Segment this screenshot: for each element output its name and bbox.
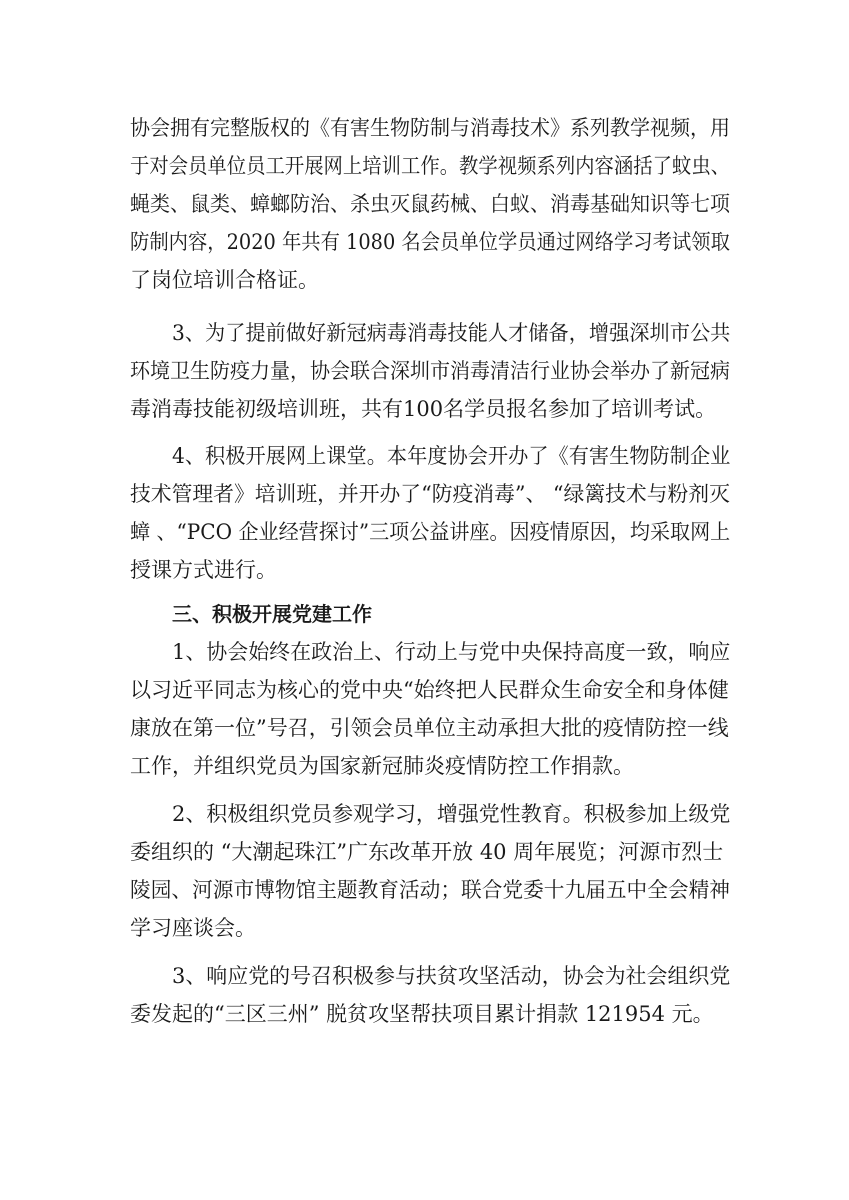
paragraph-line: 1、协会始终在政治上、行动上与党中央保持高度一致，响应: [172, 640, 731, 664]
paragraph-line: 环境卫生防疫力量，协会联合深圳市消毒清洁行业协会举办了新冠病: [130, 359, 731, 383]
paragraph-line: 毒消毒技能初级培训班，共有100名学员报名参加了培训考试。: [130, 397, 717, 421]
paragraph-line: 3、为了提前做好新冠病毒消毒技能人才储备，增强深圳市公共: [172, 321, 731, 345]
paragraph-line: 3、响应党的号召积极参与扶贫攻坚活动，协会为社会组织党: [172, 964, 731, 988]
paragraph-line: 蟑 、“PCO 企业经营探讨”三项公益讲座。因疫情原因，均采取网上: [130, 520, 731, 544]
paragraph-line: 蝇类、鼠类、蟑螂防治、杀虫灭鼠药械、白蚁、消毒基础知识等七项: [130, 192, 731, 216]
section-heading: 三、积极开展党建工作: [172, 602, 372, 626]
paragraph-line: 技术管理者》培训班，并开办了“防疫消毒”、 “绿篱技术与粉剂灭: [130, 482, 730, 506]
paragraph-line: 了岗位培训合格证。: [130, 268, 319, 292]
paragraph-line: 协会拥有完整版权的《有害生物防制与消毒技术》系列教学视频，用: [130, 116, 731, 140]
paragraph-line: 委发起的“三区三州” 脱贫攻坚帮扶项目累计捐款 121954 元。: [130, 1002, 714, 1026]
paragraph-line: 于对会员单位员工开展网上培训工作。教学视频系列内容涵括了蚊虫、: [130, 154, 731, 178]
paragraph-line: 陵园、河源市博物馆主题教育活动；联合党委十九届五中全会精神: [130, 878, 730, 902]
paragraph-line: 学习座谈会。: [130, 916, 256, 940]
paragraph-line: 授课方式进行。: [130, 558, 277, 582]
paragraph-line: 康放在第一位”号召，引领会员单位主动承担大批的疫情防控一线: [130, 716, 729, 740]
paragraph-line: 2、积极组织党员参观学习，增强党性教育。积极参加上级党: [172, 802, 731, 826]
paragraph-line: 防制内容，2020 年共有 1080 名会员单位学员通过网络学习考试领取: [130, 230, 730, 254]
paragraph-line: 工作，并组织党员为国家新冠肺炎疫情防控工作捐款。: [130, 754, 634, 778]
paragraph-line: 4、积极开展网上课堂。本年度协会开办了《有害生物防制企业: [172, 444, 731, 468]
paragraph-line: 以习近平同志为核心的党中央“始终把人民群众生命安全和身体健: [130, 678, 729, 702]
paragraph-line: 委组织的 “大潮起珠江”广东改革开放 40 周年展览；河源市烈士: [130, 840, 724, 864]
